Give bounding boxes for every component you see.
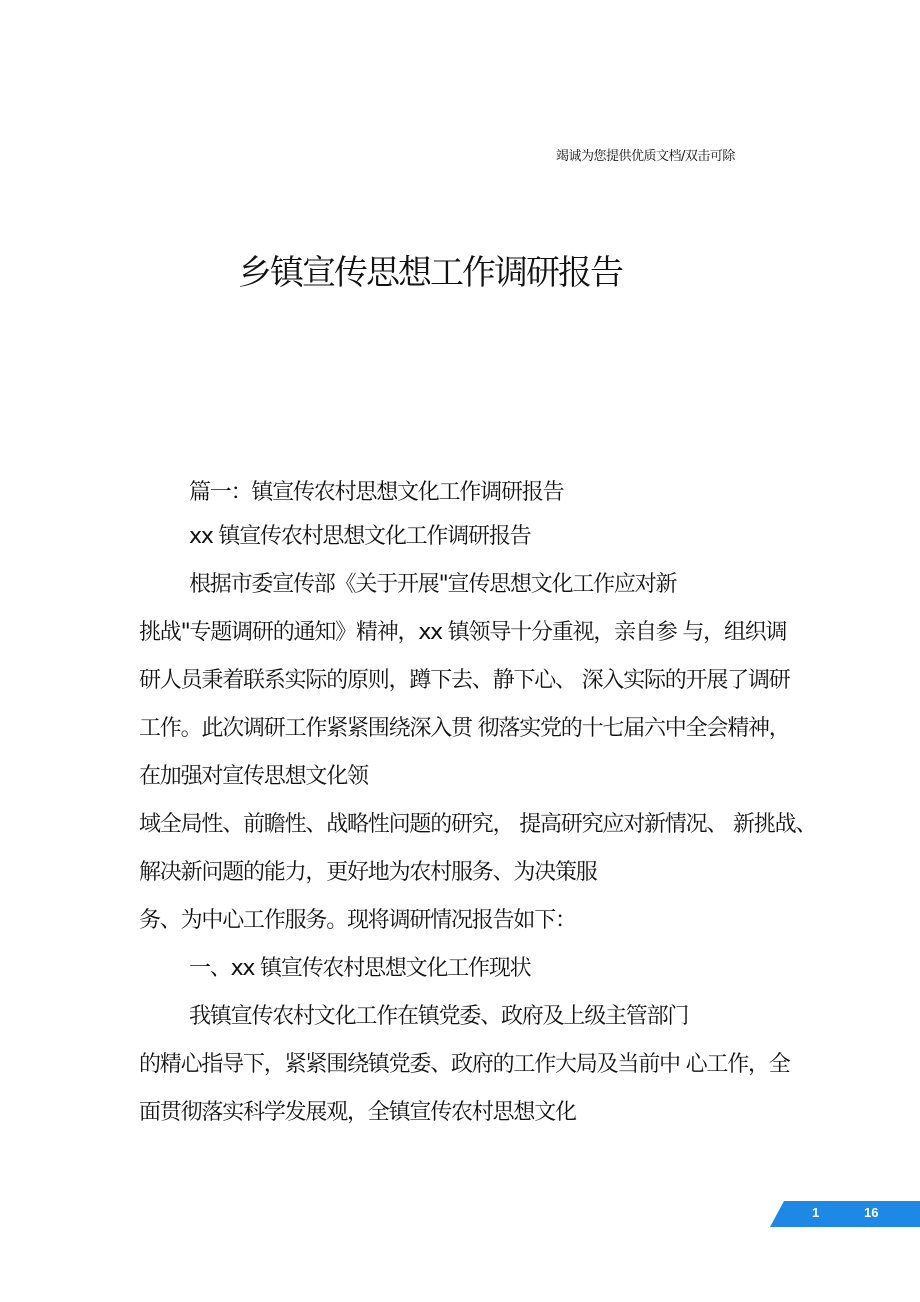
page-total: 16 xyxy=(864,1205,879,1220)
page-indicator xyxy=(770,1201,920,1227)
paragraph-line: 解决新问题的能力，更好地为农村服务、为决策服 xyxy=(139,860,597,885)
section-heading: 一、xx 镇宣传农村思想文化工作现状 xyxy=(189,956,531,981)
header-note: 竭诚为您提供优质文档/双击可除 xyxy=(556,149,735,164)
paragraph-line: 域全局性、前瞻性、战略性问题的研究， 提高研究应对新情况、 新挑战、 xyxy=(139,812,817,837)
paragraph-line: 的精心指导下，紧紧围绕镇党委、政府的工作大局及当前中 心工作，全 xyxy=(139,1052,790,1077)
page-current: 1 xyxy=(812,1205,820,1220)
paragraph-line: 工作。此次调研工作紧紧围绕深入贯 彻落实党的十七届六中全会精神， xyxy=(139,716,790,741)
paragraph-line: 挑战"专题调研的通知》精神，xx 镇领导十分重视，亲自参 与，组织调 xyxy=(139,620,787,645)
paragraph-line: 在加强对宣传思想文化领 xyxy=(139,764,368,789)
paragraph-line: 研人员秉着联系实际的原则，蹲下去、静下心、 深入实际的开展了调研 xyxy=(139,668,790,693)
paragraph-line: 篇一：镇宣传农村思想文化工作调研报告 xyxy=(189,480,564,505)
paragraph-line: 根据市委宣传部《关于开展"宣传思想文化工作应对新 xyxy=(189,572,677,597)
document-title: 乡镇宣传思想工作调研报告 xyxy=(238,253,622,293)
paragraph-line: 我镇宣传农村文化工作在镇党委、政府及上级主管部门 xyxy=(189,1004,689,1029)
page-indicator-background xyxy=(770,1201,920,1227)
paragraph-line: 务、为中心工作服务。现将调研情况报告如下： xyxy=(139,908,576,933)
paragraph-line: xx 镇宣传农村思想文化工作调研报告 xyxy=(189,524,531,549)
page-indicator-shape xyxy=(770,1201,920,1227)
paragraph-line: 面贯彻落实科学发展观，全镇宣传农村思想文化 xyxy=(139,1100,576,1125)
